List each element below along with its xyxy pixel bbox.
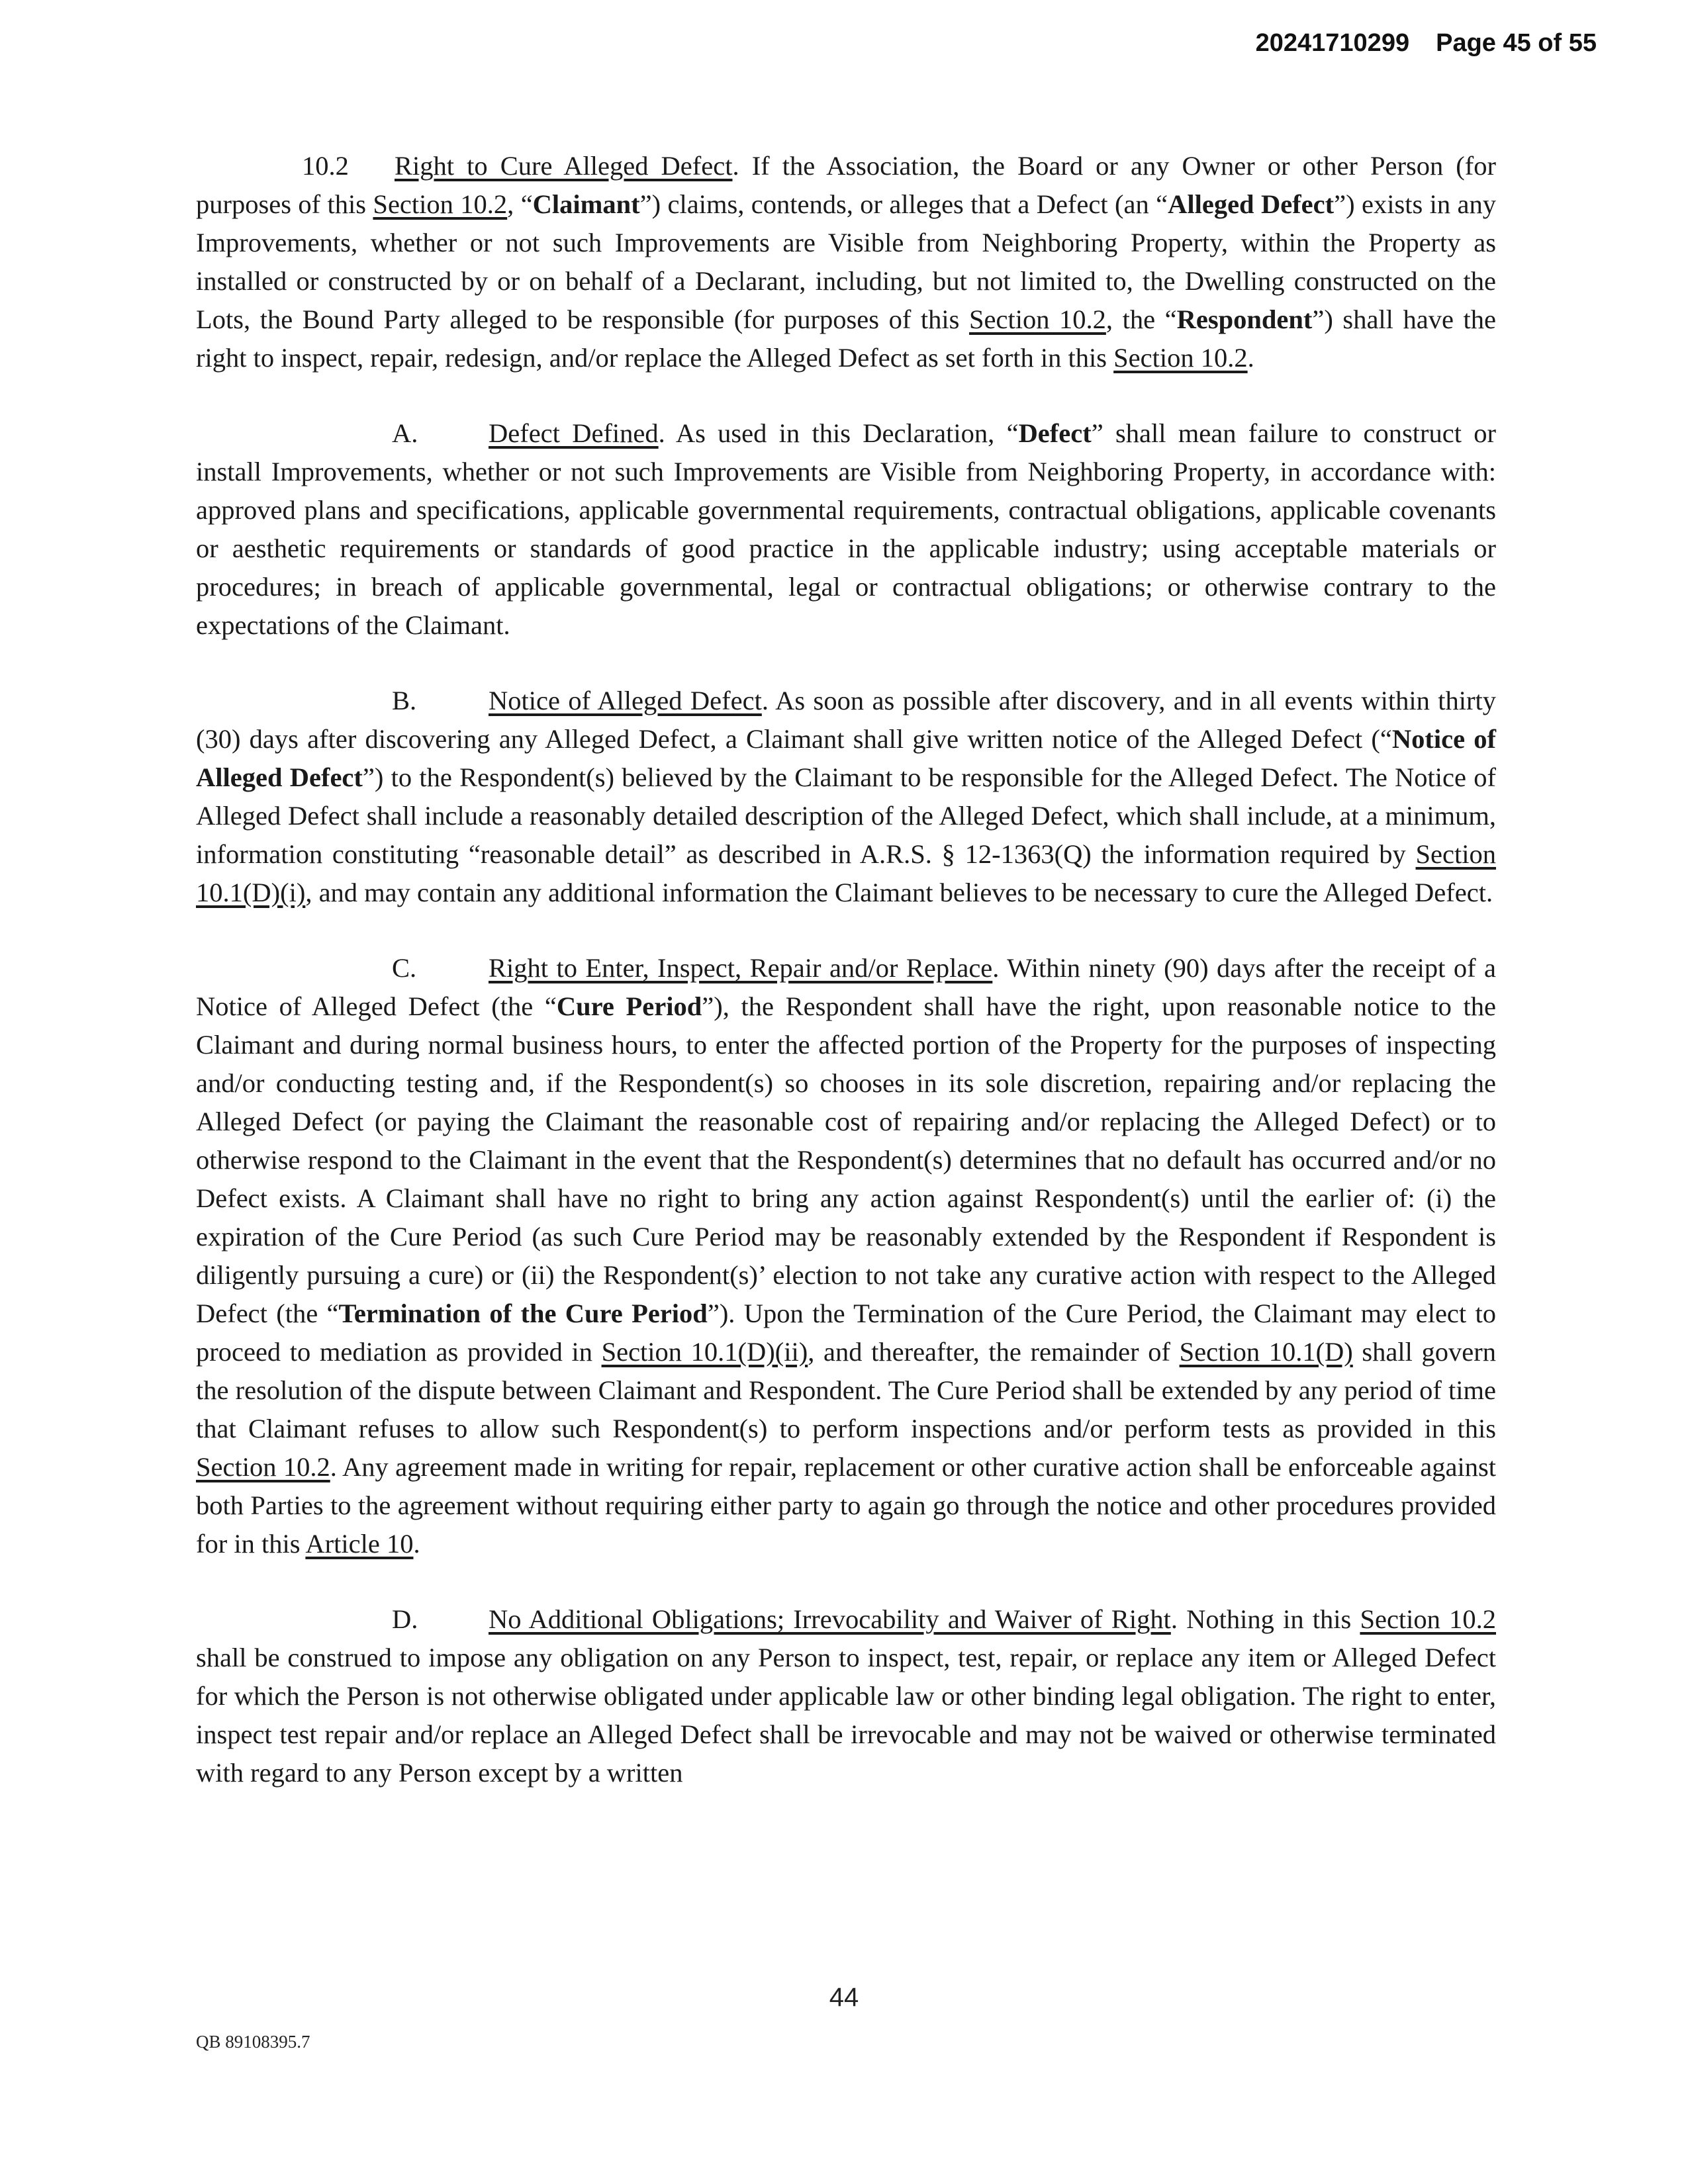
subsection-heading: Right to Enter, Inspect, Repair and/or Replace	[489, 953, 993, 983]
subsection-b-paragraph	[196, 682, 1496, 912]
text-run: ”) shall have the right to inspect, repair, redesign, and/or replace the Alleged Defect as set forth in this	[196, 304, 1496, 373]
text-run: ”) exists in any Improvements, whether or not such Improvements are Visible from Neighboring Property, within the Property as installed or constructed by or on behalf of a Declarant, including, but not limited to, the Dwelling constructed on the Lots, the Bound Party alleged to be responsible (for purposes of this	[196, 189, 1496, 334]
subsection-label: C.	[392, 953, 417, 983]
section-reference: Section 10.1(D)	[1179, 1337, 1353, 1367]
text-run: , and thereafter, the remainder of	[808, 1337, 1180, 1367]
subsection-d-paragraph	[196, 1600, 1496, 1792]
article-reference: Article 10	[305, 1529, 414, 1559]
defined-term: Cure Period	[556, 991, 702, 1021]
text-run: shall be construed to impose any obligation on any Person to inspect, test, repair, or replace any item or Alleged Defect for which the Person is not otherwise obligated under applicable law or other binding legal obligation. The right to enter, inspect test repair and/or replace an Alleged Defect shall be irrevocable and may not be waived or otherwise terminated with regard to any Person except by a written	[196, 1643, 1496, 1788]
recording-number: 20241710299	[1255, 29, 1410, 57]
section-reference: Section 10.2	[373, 189, 508, 219]
document-body	[196, 147, 1496, 1829]
page-number: 44	[829, 1983, 859, 2012]
subsection-c-paragraph	[196, 949, 1496, 1563]
defined-term: Defect	[1018, 418, 1092, 448]
text-run: ” shall mean failure to construct or install Improvements, whether or not such Improvements are Visible from Neighboring Property, in accordance with: approved plans and specifications, applicable governmental requirements, contractual obligations, applicable covenants or aesthetic requirements or standards of good practice in the applicable industry; using acceptable materials or procedures; in breach of applicable governmental, legal or contractual obligations; or otherwise contrary to the expectations of the Claimant.	[196, 418, 1497, 640]
text-run: . Within ninety (90) days after the receipt of a Notice of Alleged Defect (the “	[196, 953, 1496, 1021]
defined-term: Claimant	[532, 189, 640, 219]
text-run: ”) to the Respondent(s) believed by the Claimant to be responsible for the Alleged Defect. The Notice of Alleged Defect shall include a reasonably detailed description of the Alleged Defect, which shall include, at a minimum, information constituting “reasonable detail” as described in A.R.S. § 12-1363(Q) the information required by	[196, 762, 1496, 869]
section-reference: Section 10.2	[968, 304, 1106, 334]
subsection-label: D.	[392, 1604, 418, 1634]
text-run: . As used in this Declaration, “	[658, 418, 1019, 448]
text-run: . Nothing in this	[1170, 1604, 1360, 1634]
subsection-heading: Notice of Alleged Defect	[489, 686, 762, 715]
section-reference: Section 10.1(D)(ii)	[601, 1337, 808, 1367]
text-run: .	[1247, 343, 1254, 373]
text-run: ”) claims, contends, or alleges that a Defect (an “	[639, 189, 1168, 219]
subsection-label: A.	[392, 418, 418, 448]
text-run: , and may contain any additional information the Claimant believes to be necessary to cure the Alleged Defect.	[305, 878, 1493, 907]
defined-term: Notice of Alleged Defect	[196, 724, 1496, 792]
section-10-2-paragraph	[196, 147, 1496, 377]
text-run: . As soon as possible after discovery, and in all events within thirty (30) days after discovering any Alleged Defect, a Claimant shall give written notice of the Alleged Defect (“	[196, 686, 1496, 754]
text-run: , the “	[1105, 304, 1177, 334]
text-run: , “	[507, 189, 533, 219]
text-run: ”), the Respondent shall have the right, upon reasonable notice to the Claimant and during normal business hours, to enter the affected portion of the Property for the purposes of inspecting and/or conducting testing and, if the Respondent(s) so chooses in its sole discretion, repairing and/or replacing the Alleged Defect (or paying the Claimant the reasonable cost of repairing and/or replacing the Alleged Defect) or to otherwise respond to the Claimant in the event that the Respondent(s) determines that no default has occurred and/or no Defect exists. A Claimant shall have no right to bring any action against Respondent(s) until the earlier of: (i) the expiration of the Cure Period (as such Cure Period may be reasonably extended by the Respondent if Respondent is diligently pursuing a cure) or (ii) the Respondent(s)’ election to not take any curative action with respect to the Alleged Defect (the “	[196, 991, 1497, 1328]
text-run: . Any agreement made in writing for repair, replacement or other curative action shall be enforceable against both Parties to the agreement without requiring either party to again go through the notice and other procedures provided for in this	[196, 1452, 1497, 1559]
recording-stamp	[1256, 29, 1597, 58]
document-code: QB 89108395.7	[196, 2032, 310, 2052]
section-reference: Section 10.2	[1360, 1604, 1496, 1634]
recording-page-info: Page 45 of 55	[1436, 29, 1597, 57]
section-reference: Section 10.1(D)(i)	[196, 839, 1496, 907]
defined-term: Termination of the Cure Period	[338, 1298, 708, 1328]
defined-term: Alleged Defect	[1168, 189, 1335, 219]
subsection-a-paragraph	[196, 414, 1496, 645]
defined-term: Respondent	[1176, 304, 1313, 334]
text-run: ”). Upon the Termination of the Cure Period, the Claimant may elect to proceed to mediation as provided in	[196, 1298, 1496, 1367]
text-run: shall govern the resolution of the dispute between Claimant and Respondent. The Cure Period shall be extended by any period of time that Claimant refuses to allow such Respondent(s) to perform inspections and/or perform tests as provided in this	[196, 1337, 1496, 1443]
section-reference: Section 10.2	[196, 1452, 330, 1482]
text-run: . If the Association, the Board or any Owner or other Person (for purposes of this	[196, 151, 1496, 219]
text-run: .	[413, 1529, 420, 1559]
subsection-heading: Defect Defined	[489, 418, 659, 448]
subsection-label: B.	[392, 686, 417, 715]
section-heading: Right to Cure Alleged Defect	[395, 151, 733, 181]
subsection-heading: No Additional Obligations; Irrevocability and Waiver of Right	[489, 1604, 1171, 1634]
section-number: 10.2	[302, 151, 349, 181]
section-reference: Section 10.2	[1113, 343, 1248, 373]
